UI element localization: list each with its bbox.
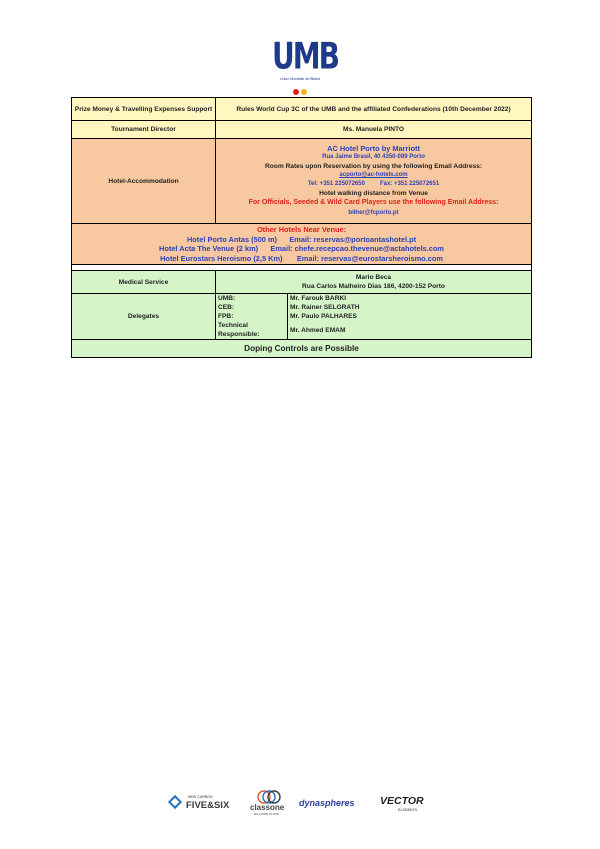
- other-hotels-heading: Other Hotels Near Venue:: [256, 225, 347, 234]
- five-six-small: NEW CARBON: [188, 795, 213, 799]
- other-hotel-3: Hotel Eurostars Heroismo (2,5 Km) Email: reservas@eurostarsheroismo.com: [160, 253, 443, 263]
- delegate-org: FPB:: [216, 312, 288, 321]
- medical-name: Mario Beca: [355, 274, 392, 281]
- prize-value: Rules World Cup 3C of the UMB and the affiliated Confederations (10th December 2022): [216, 98, 532, 121]
- delegate-name: Mr. Paulo PALHARES: [288, 312, 532, 321]
- classone-rings-icon: [255, 790, 283, 804]
- delegate-org: Technical Responsible:: [216, 321, 288, 340]
- other-hotels-row: [72, 224, 532, 265]
- classone-logo: [248, 790, 290, 816]
- other-hotel-2: Hotel Acta The Venue (2 km) Email: chefe.recepcao.thevenue@actahotels.com: [159, 244, 444, 253]
- umb-logo-tagline: Union Mondiale de Billard: [280, 77, 320, 81]
- prize-label: Prize Money & Travelling Expenses Support: [72, 98, 216, 121]
- medical-row: [72, 271, 532, 294]
- umb-logo-text: UMB: [272, 34, 338, 78]
- umb-logo: [272, 34, 338, 92]
- five-six-logo: [168, 790, 234, 816]
- medical-details: [216, 271, 532, 294]
- hotel-address: Rua Jaime Brasil, 40 4350-089 Porto: [322, 154, 425, 160]
- hotel-phone: Tel: +351 225072650: [307, 181, 365, 187]
- vector-small: ELEMENTS: [398, 808, 418, 812]
- other-hotels-cell: [72, 224, 532, 265]
- delegate-org: UMB:: [216, 294, 288, 304]
- director-row: [72, 121, 532, 139]
- dynaspheres-logo: [299, 790, 371, 816]
- doping-notice: Doping Controls are Possible: [72, 340, 532, 358]
- delegate-name: Mr. Farouk BARKI: [288, 294, 532, 304]
- hotel-email-link[interactable]: acporto@ac-hotels.com: [339, 172, 408, 178]
- hotel-rates: Room Rates upon Reservation by using the following Email Address:: [265, 163, 483, 170]
- delegate-row: [72, 294, 532, 304]
- hotel-details: [216, 139, 532, 224]
- hotel-walking: Hotel walking distance from Venue: [319, 190, 428, 197]
- other-hotel-1: Hotel Porto Antas (500 m) Email: reservas@portoantashotel.pt: [186, 234, 417, 244]
- yellow-dot-icon: [301, 89, 307, 95]
- hotel-officials-note: For Officials, Seeded & Wild Card Players use the following Email Address:: [248, 199, 499, 206]
- dynaspheres-text: dynaspheres: [299, 798, 355, 808]
- five-six-text: FIVE&SIX: [186, 800, 230, 811]
- five-six-diamond-icon: [168, 795, 182, 809]
- hotel-label: Hotel-Accommodation: [72, 139, 216, 224]
- delegates-label: Delegates: [72, 294, 216, 340]
- doping-row: [72, 340, 532, 358]
- delegate-name: Mr. Rainer SELGRATH: [288, 303, 532, 312]
- delegate-name: Mr. Ahmed EMAM: [288, 321, 532, 340]
- officials-email-link[interactable]: bilher@fcporto.pt: [348, 210, 399, 216]
- vector-logo: [380, 790, 432, 816]
- prize-row: [72, 98, 532, 121]
- tournament-info-table: [71, 97, 532, 358]
- director-value: Ms. Manuela PINTO: [216, 121, 532, 139]
- hotel-name: AC Hotel Porto by Marriott: [327, 144, 420, 153]
- hotel-row: [72, 139, 532, 224]
- classone-text: classone: [250, 803, 285, 812]
- sponsor-logos: [168, 790, 433, 816]
- director-label: Tournament Director: [72, 121, 216, 139]
- hotel-fax: Fax: +351 225072651: [379, 181, 440, 187]
- red-dot-icon: [293, 89, 299, 95]
- medical-address: Rua Carlos Malheiro Dias 186, 4200-152 Porto: [302, 283, 445, 290]
- vector-text: VECTOR: [380, 795, 424, 807]
- hotel-phone-fax: [218, 180, 529, 189]
- medical-label: Medical Service: [72, 271, 216, 294]
- classone-small: BILLIARD CLOTH: [254, 812, 280, 816]
- delegate-org: CEB:: [216, 303, 288, 312]
